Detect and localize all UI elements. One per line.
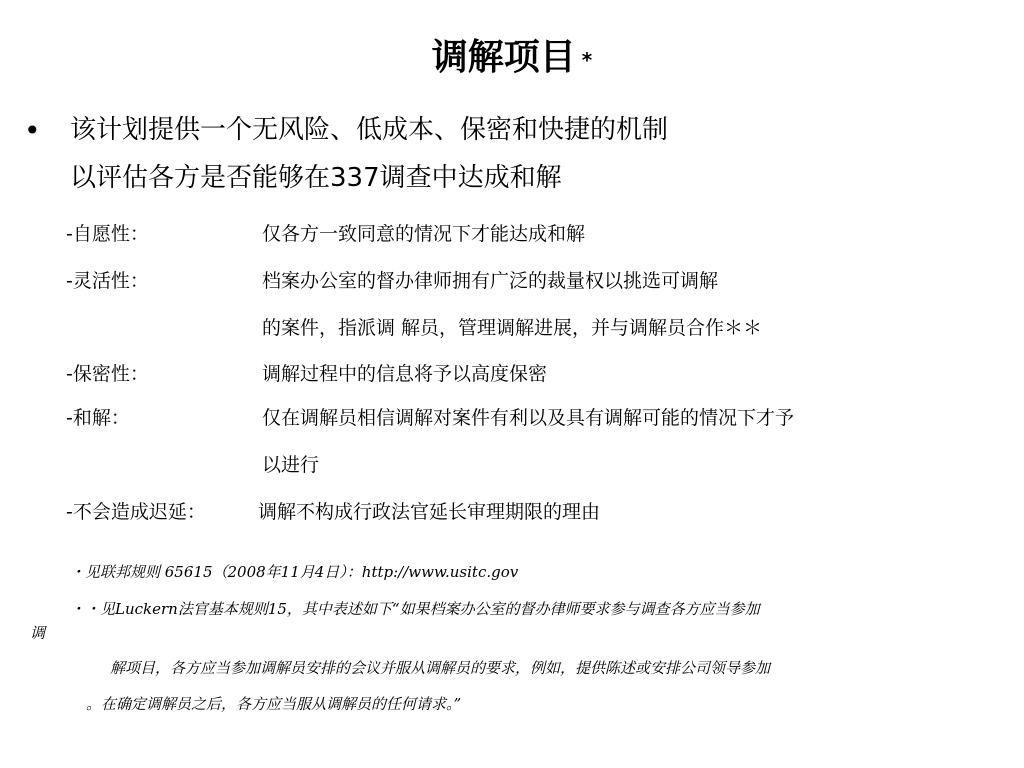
slide-title xyxy=(0,34,1024,82)
slide-title-text: 调解项目 xyxy=(431,37,576,78)
footnote-2-line1: ・・见Luckern法官基本规则15，其中表述如下“如果档案办公室的督办律师要求参与调查各方应当参加 xyxy=(70,600,760,618)
feature-term-flexibility: -灵活性： xyxy=(66,270,149,292)
feature-desc-flexibility-line2: 的案件，指派调 解员，管理调解进展，并与调解员合作＊＊ xyxy=(262,317,763,339)
feature-desc-settlement-line1: 仅在调解员相信调解对案件有利以及具有调解可能的情况下才予 xyxy=(262,407,795,429)
bullet-icon: • xyxy=(24,114,41,147)
title-footnote-mark: * xyxy=(581,48,593,72)
feature-desc-confidentiality: 调解过程中的信息将予以高度保密 xyxy=(262,363,548,385)
feature-desc-flexibility-line1: 档案办公室的督办律师拥有广泛的裁量权以挑选可调解 xyxy=(262,270,719,292)
feature-term-voluntary: -自愿性： xyxy=(66,223,149,245)
feature-term-no-delay: -不会造成迟延： xyxy=(66,501,206,523)
feature-term-settlement: -和解： xyxy=(66,407,130,429)
feature-desc-voluntary: 仅各方一致同意的情况下才能达成和解 xyxy=(262,223,586,245)
footnote-2-line2: 调 xyxy=(30,624,46,642)
footnote-2-line3: 解项目，各方应当参加调解员安排的会议并服从调解员的要求，例如，提供陈述或安排公司领导参加 xyxy=(110,659,771,677)
footnote-2-line4: 。在确定调解员之后，各方应当服从调解员的任何请求。” xyxy=(86,695,462,713)
feature-desc-settlement-line2: 以进行 xyxy=(262,454,320,476)
lead-line-2: 以评估各方是否能够在337调查中达成和解 xyxy=(70,163,562,193)
footnote-1: ・见联邦规则 65615（2008年11月4日）：http://www.usitc.gov xyxy=(70,563,519,581)
feature-term-confidentiality: -保密性： xyxy=(66,363,149,385)
lead-line-1: 该计划提供一个无风险、低成本、保密和快捷的机制 xyxy=(70,115,669,145)
feature-desc-no-delay: 调解不构成行政法官延长审理期限的理由 xyxy=(258,501,601,523)
